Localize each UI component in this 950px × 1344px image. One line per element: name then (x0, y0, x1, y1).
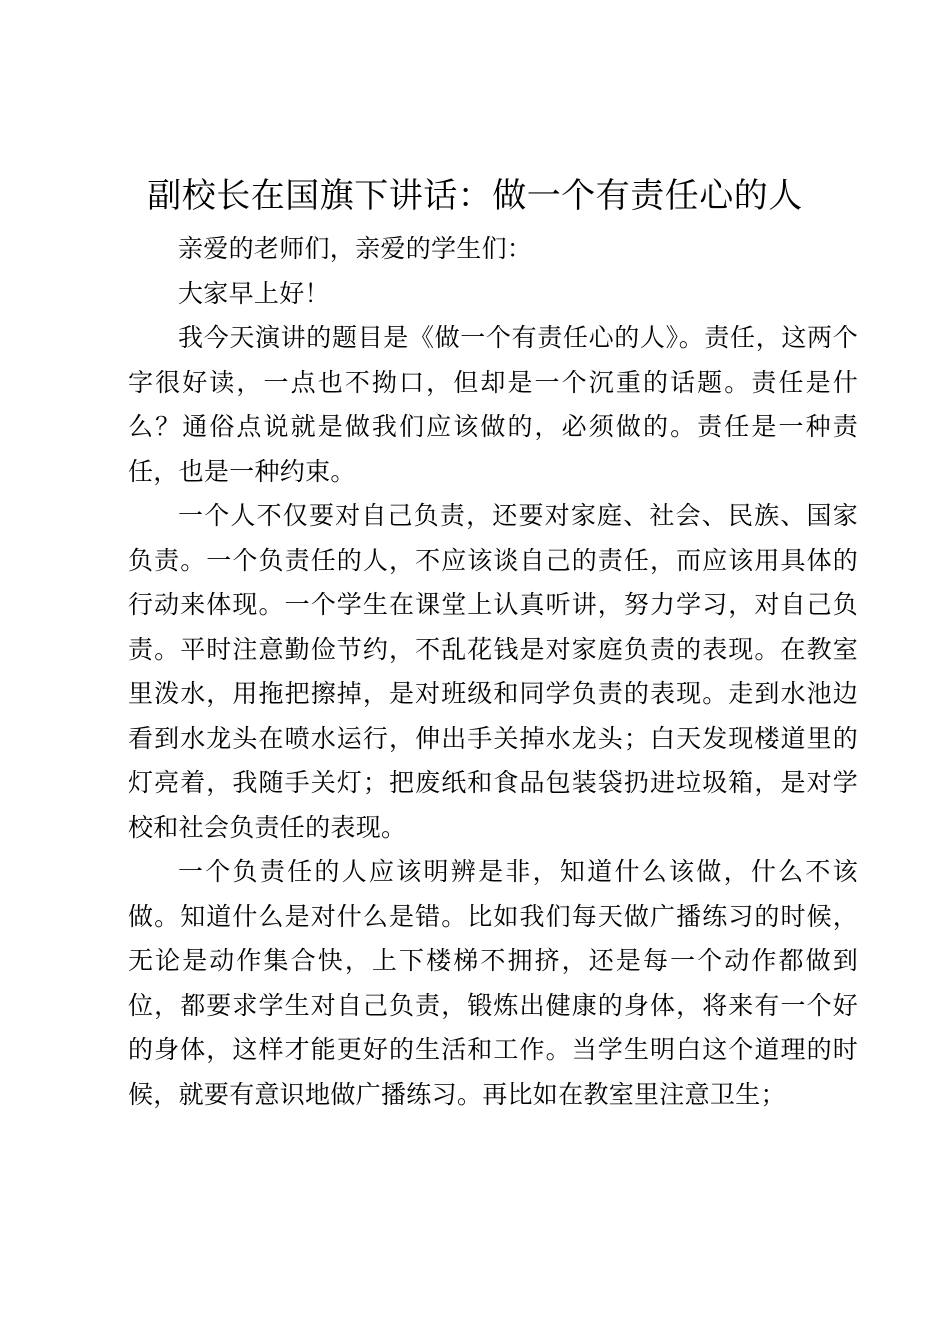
greeting-paragraph: 亲爱的老师们，亲爱的学生们： (178, 234, 533, 263)
body-paragraph: 一个人不仅要对自己负责，还要对家庭、社会、民族、国家负责。一个负责任的人，不应该谈自己的责任，而应该用具体的行动来体现。一个学生在课堂上认真听讲，努力学习，对自己负责。平时注意勤俭节约，不乱花钱是对家庭负责的表现。在教室里泼水，用拖把擦掉，是对班级和同学负责的表现。走到水池边看到水龙头在喷水运行，伸出手关掉水龙头；白天发现楼道里的灯亮着，我随手关灯；把废纸和食品包装袋扔进垃圾箱，是对学校和社会负责任的表现。 (128, 501, 858, 842)
body-paragraph: 我今天演讲的题目是《做一个有责任心的人》。责任，这两个字很好读，一点也不拗口，但却是一个沉重的话题。责任是什么？通俗点说就是做我们应该做的，必须做的。责任是一种责任，也是一种约束。 (128, 323, 858, 486)
greeting-line: 大家早上好！ (178, 278, 330, 308)
body-paragraph: 一个负责任的人应该明辨是非，知道什么该做，什么不该做。知道什么是对什么是错。比如我们每天做广播练习的时候，无论是动作集合快，上下楼梯不拥挤，还是每一个动作都做到位，都要求学生对自己负责，锻炼出健康的身体，将来有一个好的身体，这样才能更好的生活和工作。当学生明白这个道理的时候，就要有意识地做广播练习。再比如在教室里注意卫生； (128, 857, 858, 1109)
document-title: 副校长在国旗下讲话：做一个有责任心的人 (147, 176, 803, 216)
document-body (128, 227, 858, 1117)
